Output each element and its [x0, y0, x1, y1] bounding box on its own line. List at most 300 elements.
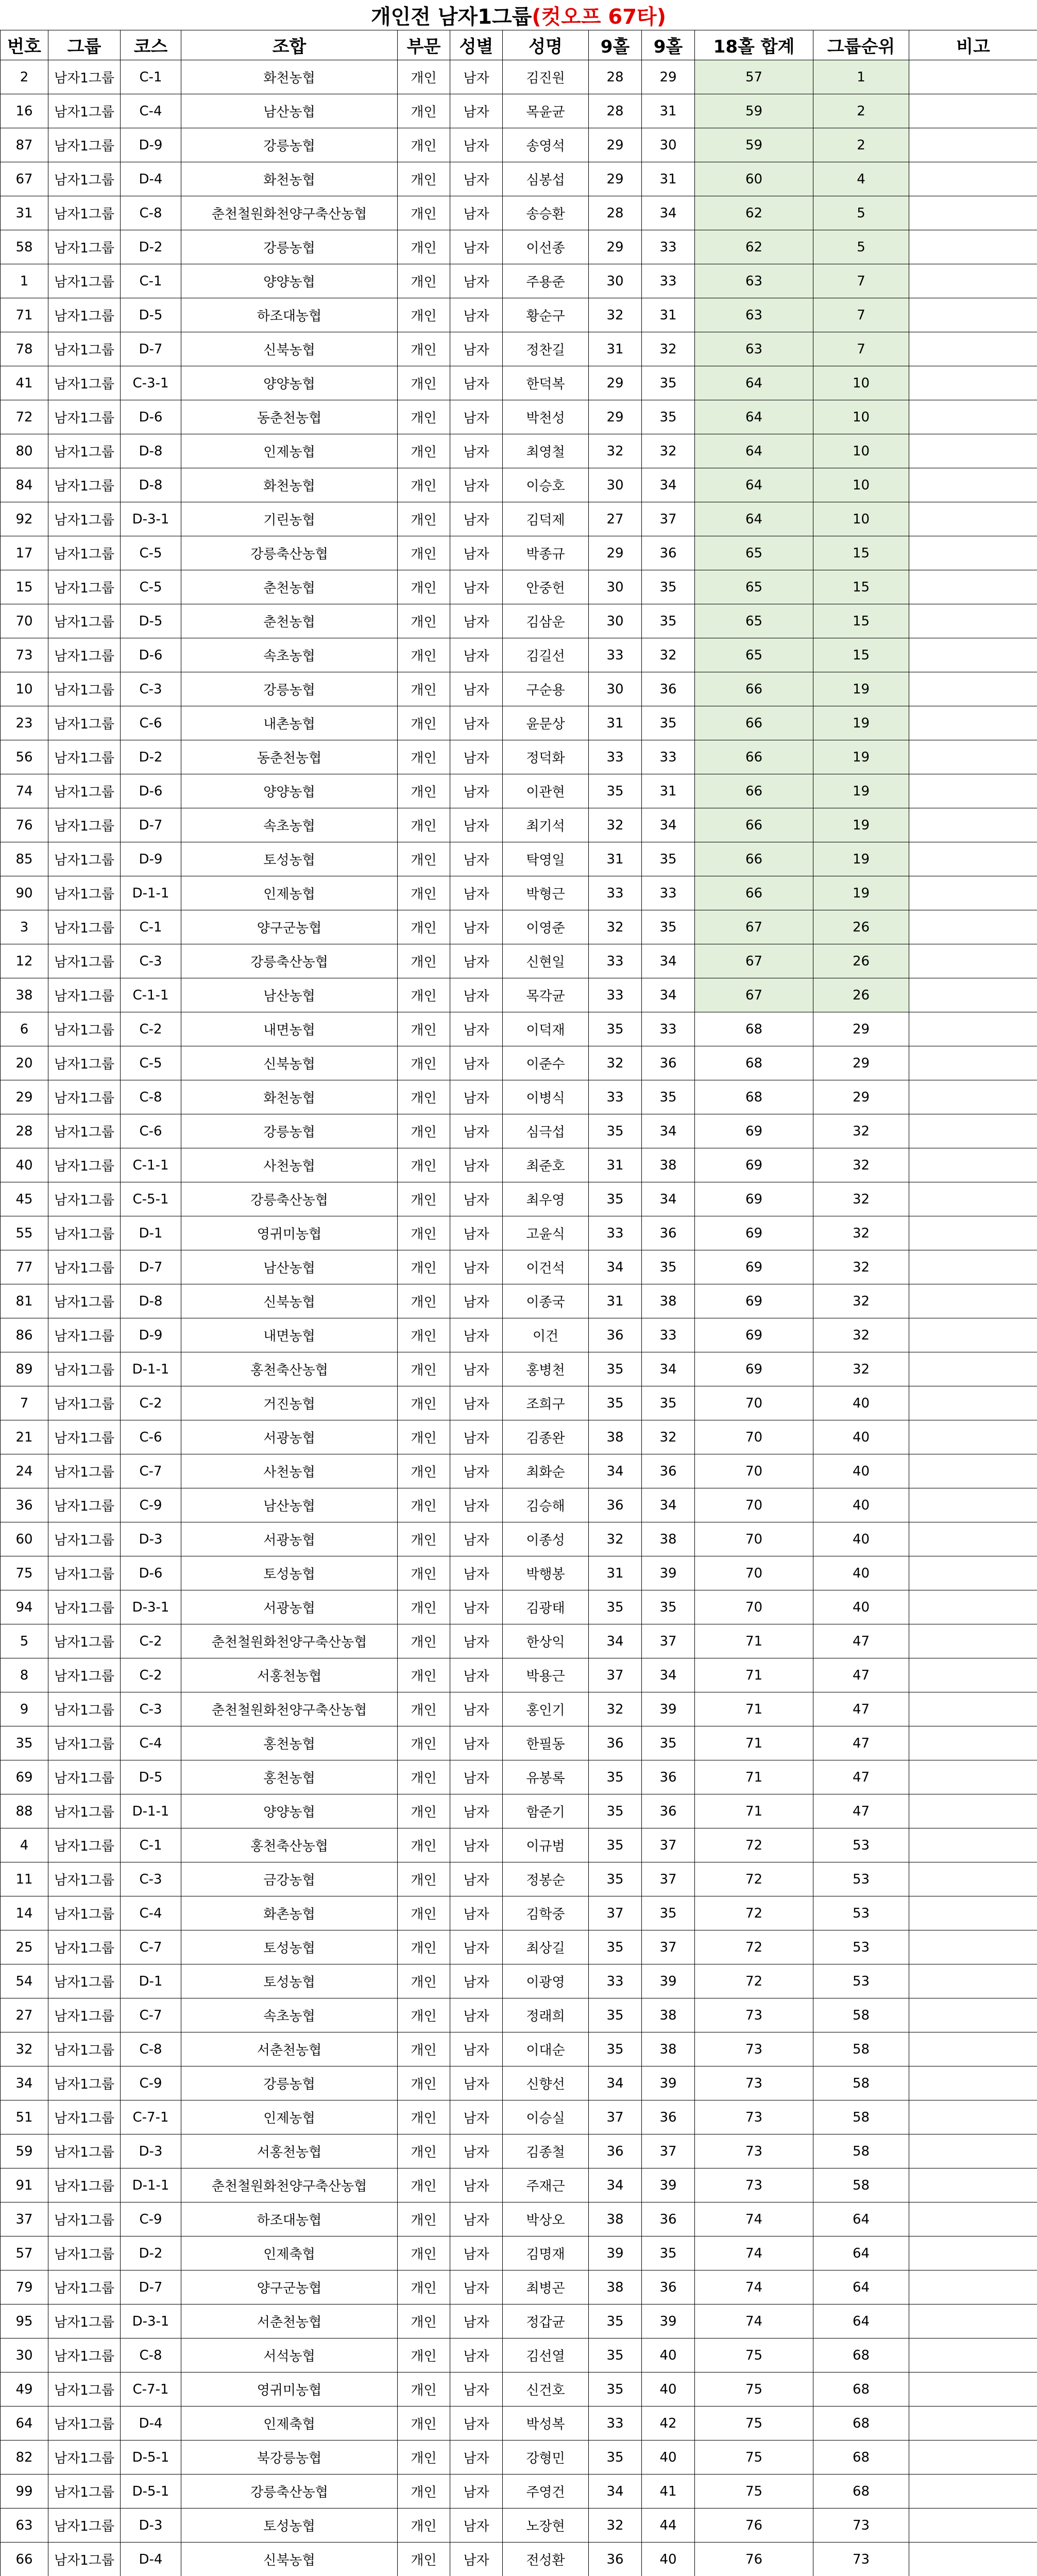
- cell-club: 남산농협: [181, 1488, 398, 1522]
- cell-back9: 39: [642, 1964, 695, 1998]
- cell-group: 남자1그룹: [48, 876, 121, 910]
- cell-note: [909, 1896, 1037, 1930]
- cell-name: 김진원: [503, 60, 589, 94]
- cell-course: D-1-1: [121, 1794, 181, 1828]
- cell-no: 55: [1, 1216, 48, 1250]
- cell-note: [909, 570, 1037, 604]
- cell-back9: 38: [642, 1998, 695, 2032]
- table-row: [1, 502, 1037, 536]
- cell-club: 토성농협: [181, 2509, 398, 2543]
- cell-rank: 47: [813, 1760, 909, 1794]
- cell-back9: 36: [642, 1760, 695, 1794]
- cell-note: [909, 1590, 1037, 1624]
- cell-no: 57: [1, 2236, 48, 2270]
- cell-front9: 29: [589, 230, 642, 264]
- cell-note: [909, 1930, 1037, 1964]
- cell-rank: 40: [813, 1488, 909, 1522]
- cell-total: 66: [695, 876, 813, 910]
- cell-group: 남자1그룹: [48, 1420, 121, 1454]
- table-row: [1, 910, 1037, 944]
- cell-group: 남자1그룹: [48, 1182, 121, 1216]
- cell-front9: 35: [589, 1114, 642, 1148]
- cell-no: 94: [1, 1590, 48, 1624]
- cell-course: C-7: [121, 1454, 181, 1488]
- cell-front9: 35: [589, 1862, 642, 1896]
- cell-total: 64: [695, 468, 813, 502]
- cell-gender: 남자: [450, 536, 503, 570]
- cell-rank: 32: [813, 1250, 909, 1284]
- cell-course: C-5-1: [121, 1182, 181, 1216]
- cell-note: [909, 2338, 1037, 2372]
- cell-gender: 남자: [450, 1692, 503, 1726]
- cell-group: 남자1그룹: [48, 298, 121, 332]
- cell-no: 66: [1, 2543, 48, 2576]
- cell-gender: 남자: [450, 2441, 503, 2475]
- cell-back9: 33: [642, 1012, 695, 1046]
- cell-group: 남자1그룹: [48, 2270, 121, 2304]
- cell-back9: 34: [642, 1658, 695, 1692]
- table-row: [1, 1284, 1037, 1318]
- cell-total: 73: [695, 2032, 813, 2066]
- cell-division: 개인: [398, 2202, 450, 2236]
- cell-division: 개인: [398, 672, 450, 706]
- cell-club: 사천농협: [181, 1454, 398, 1488]
- cell-gender: 남자: [450, 2338, 503, 2372]
- cell-front9: 34: [589, 1624, 642, 1658]
- cell-note: [909, 298, 1037, 332]
- cell-course: D-3: [121, 2509, 181, 2543]
- cell-no: 1: [1, 264, 48, 298]
- cell-division: 개인: [398, 298, 450, 332]
- cell-no: 6: [1, 1012, 48, 1046]
- cell-name: 신건호: [503, 2372, 589, 2406]
- table-row: [1, 1590, 1037, 1624]
- cell-course: D-1-1: [121, 2168, 181, 2202]
- cell-note: [909, 2134, 1037, 2168]
- cell-back9: 35: [642, 366, 695, 400]
- cell-name: 김광태: [503, 1590, 589, 1624]
- table-row: [1, 400, 1037, 434]
- table-row: [1, 706, 1037, 740]
- cell-total: 73: [695, 2168, 813, 2202]
- cell-gender: 남자: [450, 468, 503, 502]
- cell-group: 남자1그룹: [48, 1488, 121, 1522]
- cell-club: 서광농협: [181, 1522, 398, 1556]
- cell-gender: 남자: [450, 808, 503, 842]
- cell-club: 양양농협: [181, 264, 398, 298]
- cell-no: 81: [1, 1284, 48, 1318]
- cell-total: 72: [695, 1896, 813, 1930]
- cell-division: 개인: [398, 2100, 450, 2134]
- table-row: [1, 1998, 1037, 2032]
- cell-total: 73: [695, 2066, 813, 2100]
- cell-group: 남자1그룹: [48, 2441, 121, 2475]
- cell-group: 남자1그룹: [48, 706, 121, 740]
- header-group: 그룹: [48, 30, 121, 60]
- cell-total: 66: [695, 706, 813, 740]
- cell-group: 남자1그룹: [48, 2202, 121, 2236]
- cell-front9: 31: [589, 1284, 642, 1318]
- cell-gender: 남자: [450, 1828, 503, 1862]
- cell-group: 남자1그룹: [48, 2304, 121, 2338]
- table-row: [1, 1318, 1037, 1352]
- cell-total: 65: [695, 604, 813, 638]
- cell-name: 한필동: [503, 1726, 589, 1760]
- cell-group: 남자1그룹: [48, 672, 121, 706]
- cell-club: 거진농협: [181, 1386, 398, 1420]
- cell-division: 개인: [398, 1284, 450, 1318]
- cell-club: 인제농협: [181, 876, 398, 910]
- cell-division: 개인: [398, 1114, 450, 1148]
- cell-back9: 36: [642, 2270, 695, 2304]
- cell-front9: 36: [589, 1318, 642, 1352]
- cell-division: 개인: [398, 808, 450, 842]
- cell-club: 화천농협: [181, 60, 398, 94]
- table-row: [1, 604, 1037, 638]
- cell-no: 10: [1, 672, 48, 706]
- cell-division: 개인: [398, 1556, 450, 1590]
- cell-total: 66: [695, 774, 813, 808]
- cell-back9: 37: [642, 1624, 695, 1658]
- cell-rank: 19: [813, 842, 909, 876]
- cell-course: D-2: [121, 2236, 181, 2270]
- cell-front9: 29: [589, 162, 642, 196]
- cell-note: [909, 366, 1037, 400]
- cell-group: 남자1그룹: [48, 1522, 121, 1556]
- cell-rank: 7: [813, 332, 909, 366]
- cell-course: D-7: [121, 332, 181, 366]
- table-row: [1, 1250, 1037, 1284]
- cell-course: D-9: [121, 842, 181, 876]
- cell-group: 남자1그룹: [48, 1386, 121, 1420]
- cell-gender: 남자: [450, 910, 503, 944]
- cell-club: 서석농협: [181, 2338, 398, 2372]
- cell-name: 함준기: [503, 1794, 589, 1828]
- cell-gender: 남자: [450, 1454, 503, 1488]
- cell-total: 63: [695, 332, 813, 366]
- cell-no: 89: [1, 1352, 48, 1386]
- cell-club: 강릉축산농협: [181, 536, 398, 570]
- cell-name: 이승호: [503, 468, 589, 502]
- cell-course: C-1: [121, 910, 181, 944]
- cell-gender: 남자: [450, 1250, 503, 1284]
- cell-course: C-6: [121, 1420, 181, 1454]
- cell-division: 개인: [398, 1590, 450, 1624]
- header-name: 성명: [503, 30, 589, 60]
- cell-rank: 64: [813, 2304, 909, 2338]
- cell-front9: 32: [589, 1692, 642, 1726]
- cell-rank: 15: [813, 638, 909, 672]
- cell-rank: 47: [813, 1794, 909, 1828]
- cell-division: 개인: [398, 1624, 450, 1658]
- cell-note: [909, 1862, 1037, 1896]
- cell-note: [909, 2066, 1037, 2100]
- table-row: [1, 2543, 1037, 2576]
- cell-note: [909, 2168, 1037, 2202]
- cell-front9: 28: [589, 196, 642, 230]
- cell-gender: 남자: [450, 1998, 503, 2032]
- cell-division: 개인: [398, 1794, 450, 1828]
- cell-course: D-5: [121, 298, 181, 332]
- cell-no: 85: [1, 842, 48, 876]
- cell-division: 개인: [398, 264, 450, 298]
- cell-rank: 47: [813, 1692, 909, 1726]
- table-row: [1, 1556, 1037, 1590]
- cell-gender: 남자: [450, 2134, 503, 2168]
- cell-name: 목윤균: [503, 94, 589, 128]
- cell-club: 남산농협: [181, 94, 398, 128]
- cell-no: 78: [1, 332, 48, 366]
- cell-group: 남자1그룹: [48, 264, 121, 298]
- cell-name: 노장현: [503, 2509, 589, 2543]
- cell-group: 남자1그룹: [48, 604, 121, 638]
- cell-total: 74: [695, 2236, 813, 2270]
- cell-front9: 32: [589, 1522, 642, 1556]
- cell-rank: 19: [813, 876, 909, 910]
- cell-course: D-1: [121, 1216, 181, 1250]
- cell-group: 남자1그룹: [48, 332, 121, 366]
- cell-no: 58: [1, 230, 48, 264]
- cell-gender: 남자: [450, 2066, 503, 2100]
- cell-front9: 29: [589, 366, 642, 400]
- cell-back9: 40: [642, 2372, 695, 2406]
- cell-division: 개인: [398, 1692, 450, 1726]
- cell-group: 남자1그룹: [48, 1794, 121, 1828]
- cell-gender: 남자: [450, 1488, 503, 1522]
- cell-note: [909, 536, 1037, 570]
- cell-note: [909, 1046, 1037, 1080]
- cell-back9: 36: [642, 1046, 695, 1080]
- cell-group: 남자1그룹: [48, 740, 121, 774]
- cell-note: [909, 2304, 1037, 2338]
- cell-course: D-6: [121, 1556, 181, 1590]
- cell-name: 김삼운: [503, 604, 589, 638]
- cell-rank: 32: [813, 1318, 909, 1352]
- cell-gender: 남자: [450, 1182, 503, 1216]
- cell-note: [909, 1624, 1037, 1658]
- cell-back9: 36: [642, 1794, 695, 1828]
- cell-course: C-2: [121, 1386, 181, 1420]
- cell-group: 남자1그룹: [48, 1692, 121, 1726]
- cell-group: 남자1그룹: [48, 638, 121, 672]
- table-row: [1, 94, 1037, 128]
- cell-gender: 남자: [450, 2202, 503, 2236]
- cell-name: 이선종: [503, 230, 589, 264]
- cell-total: 66: [695, 808, 813, 842]
- cell-total: 59: [695, 128, 813, 162]
- table-row: [1, 60, 1037, 94]
- cell-course: D-3-1: [121, 502, 181, 536]
- cell-total: 75: [695, 2338, 813, 2372]
- cell-club: 춘천농협: [181, 570, 398, 604]
- cell-club: 동춘천농협: [181, 400, 398, 434]
- cell-front9: 33: [589, 1216, 642, 1250]
- cell-no: 90: [1, 876, 48, 910]
- cell-name: 최영철: [503, 434, 589, 468]
- cell-rank: 64: [813, 2236, 909, 2270]
- cell-back9: 38: [642, 1284, 695, 1318]
- cell-division: 개인: [398, 1896, 450, 1930]
- cell-group: 남자1그룹: [48, 2236, 121, 2270]
- cell-course: D-9: [121, 128, 181, 162]
- cell-back9: 37: [642, 1828, 695, 1862]
- cell-front9: 35: [589, 2372, 642, 2406]
- cell-back9: 32: [642, 332, 695, 366]
- cell-front9: 31: [589, 842, 642, 876]
- cell-front9: 33: [589, 944, 642, 978]
- table-row: [1, 1080, 1037, 1114]
- cell-front9: 32: [589, 910, 642, 944]
- cell-group: 남자1그룹: [48, 2134, 121, 2168]
- cell-name: 한상익: [503, 1624, 589, 1658]
- cell-division: 개인: [398, 2441, 450, 2475]
- cell-rank: 5: [813, 230, 909, 264]
- cell-name: 이병식: [503, 1080, 589, 1114]
- cell-front9: 31: [589, 1556, 642, 1590]
- cell-gender: 남자: [450, 1794, 503, 1828]
- cell-division: 개인: [398, 2304, 450, 2338]
- cell-name: 주영건: [503, 2475, 589, 2509]
- cell-name: 이광영: [503, 1964, 589, 1998]
- cell-back9: 31: [642, 94, 695, 128]
- cell-rank: 19: [813, 808, 909, 842]
- cell-total: 70: [695, 1386, 813, 1420]
- table-row: [1, 944, 1037, 978]
- page-title: [0, 0, 1037, 30]
- cell-front9: 30: [589, 570, 642, 604]
- cell-front9: 35: [589, 1760, 642, 1794]
- cell-rank: 29: [813, 1080, 909, 1114]
- cell-no: 4: [1, 1828, 48, 1862]
- cell-note: [909, 1318, 1037, 1352]
- cell-total: 74: [695, 2202, 813, 2236]
- cell-name: 조희구: [503, 1386, 589, 1420]
- cell-no: 82: [1, 2441, 48, 2475]
- cell-division: 개인: [398, 1216, 450, 1250]
- cell-gender: 남자: [450, 128, 503, 162]
- cell-rank: 32: [813, 1284, 909, 1318]
- cell-group: 남자1그룹: [48, 842, 121, 876]
- cell-club: 내면농협: [181, 1318, 398, 1352]
- cell-group: 남자1그룹: [48, 128, 121, 162]
- cell-no: 17: [1, 536, 48, 570]
- cell-note: [909, 2236, 1037, 2270]
- cell-front9: 32: [589, 2509, 642, 2543]
- cell-club: 춘천철원화천양구축산농협: [181, 1692, 398, 1726]
- cell-division: 개인: [398, 944, 450, 978]
- cell-note: [909, 1182, 1037, 1216]
- cell-rank: 47: [813, 1658, 909, 1692]
- cell-total: 62: [695, 196, 813, 230]
- cell-division: 개인: [398, 2509, 450, 2543]
- cell-total: 72: [695, 1930, 813, 1964]
- cell-name: 정덕화: [503, 740, 589, 774]
- cell-note: [909, 944, 1037, 978]
- cell-front9: 33: [589, 876, 642, 910]
- cell-rank: 68: [813, 2372, 909, 2406]
- cell-course: D-5-1: [121, 2475, 181, 2509]
- cell-front9: 35: [589, 2338, 642, 2372]
- cell-total: 66: [695, 740, 813, 774]
- table-row: [1, 1012, 1037, 1046]
- cell-back9: 35: [642, 1080, 695, 1114]
- cell-note: [909, 1250, 1037, 1284]
- cell-back9: 36: [642, 536, 695, 570]
- table-row: [1, 1182, 1037, 1216]
- cell-club: 홍천농협: [181, 1760, 398, 1794]
- cell-note: [909, 1386, 1037, 1420]
- cell-group: 남자1그룹: [48, 400, 121, 434]
- cell-note: [909, 774, 1037, 808]
- cell-name: 김학중: [503, 1896, 589, 1930]
- table-row: [1, 842, 1037, 876]
- cell-gender: 남자: [450, 978, 503, 1012]
- cell-division: 개인: [398, 2168, 450, 2202]
- cell-note: [909, 1114, 1037, 1148]
- cell-no: 75: [1, 1556, 48, 1590]
- cell-course: C-6: [121, 1114, 181, 1148]
- table-row: [1, 1930, 1037, 1964]
- cell-note: [909, 94, 1037, 128]
- cell-back9: 35: [642, 2236, 695, 2270]
- table-row: [1, 672, 1037, 706]
- cell-group: 남자1그룹: [48, 1896, 121, 1930]
- cell-no: 20: [1, 1046, 48, 1080]
- cell-gender: 남자: [450, 604, 503, 638]
- cell-group: 남자1그룹: [48, 196, 121, 230]
- cell-group: 남자1그룹: [48, 1352, 121, 1386]
- cell-division: 개인: [398, 1964, 450, 1998]
- cell-group: 남자1그룹: [48, 536, 121, 570]
- cell-total: 69: [695, 1148, 813, 1182]
- cell-no: 72: [1, 400, 48, 434]
- cell-note: [909, 1080, 1037, 1114]
- cell-course: C-3-1: [121, 366, 181, 400]
- cell-course: D-3-1: [121, 1590, 181, 1624]
- table-row: [1, 1964, 1037, 1998]
- cell-back9: 35: [642, 1726, 695, 1760]
- cell-note: [909, 2406, 1037, 2441]
- cell-name: 박형근: [503, 876, 589, 910]
- cell-total: 71: [695, 1726, 813, 1760]
- cell-name: 전성환: [503, 2543, 589, 2576]
- table-row: [1, 468, 1037, 502]
- cell-no: 63: [1, 2509, 48, 2543]
- cell-division: 개인: [398, 60, 450, 94]
- cell-name: 이건석: [503, 1250, 589, 1284]
- table-row: [1, 332, 1037, 366]
- cell-club: 속초농협: [181, 638, 398, 672]
- cell-no: 60: [1, 1522, 48, 1556]
- cell-no: 51: [1, 2100, 48, 2134]
- table-row: [1, 978, 1037, 1012]
- table-row: [1, 1862, 1037, 1896]
- cell-rank: 7: [813, 298, 909, 332]
- cell-course: D-4: [121, 2543, 181, 2576]
- cell-total: 71: [695, 1794, 813, 1828]
- cell-note: [909, 1454, 1037, 1488]
- table-row: [1, 774, 1037, 808]
- cell-no: 80: [1, 434, 48, 468]
- cell-division: 개인: [398, 434, 450, 468]
- cell-total: 70: [695, 1556, 813, 1590]
- cell-note: [909, 162, 1037, 196]
- cell-no: 59: [1, 2134, 48, 2168]
- cell-gender: 남자: [450, 638, 503, 672]
- cell-gender: 남자: [450, 2270, 503, 2304]
- cell-course: C-8: [121, 1080, 181, 1114]
- cell-gender: 남자: [450, 1862, 503, 1896]
